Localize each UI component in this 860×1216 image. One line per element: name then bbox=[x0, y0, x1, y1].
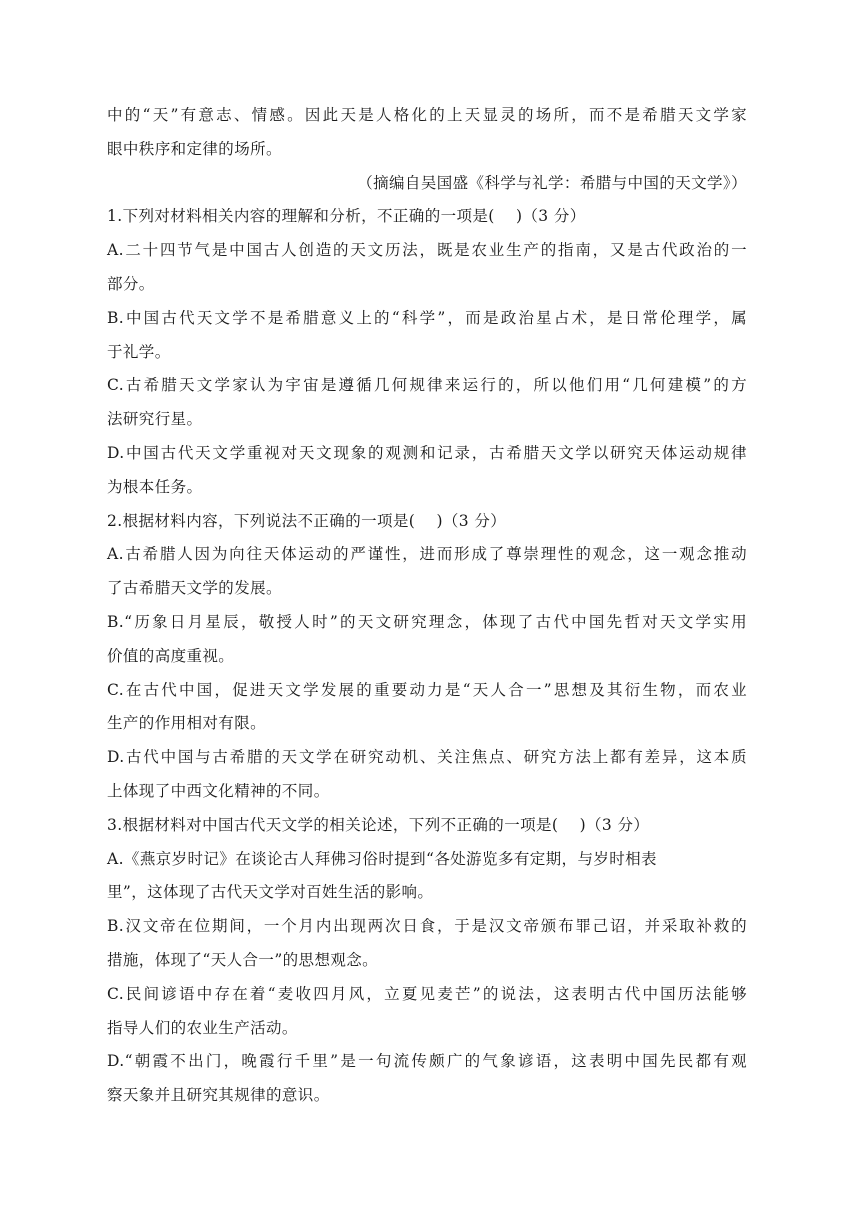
question-stem: 3.根据材料对中国古代天文学的相关论述，下列不正确的一项是( )（3 分） bbox=[107, 815, 650, 834]
option-d-line-1: D.古代中国与古希腊的天文学在研究动机、关注焦点、研究方法上都有差异，这本质 bbox=[107, 748, 747, 767]
option-a-line-1: A.古希腊人因为向往天体运动的严谨性，进而形成了尊崇理性的观念，这一观念推动 bbox=[107, 545, 747, 564]
option-a-line-1: A.二十四节气是中国古人创造的天文历法，既是农业生产的指南，又是古代政治的一 bbox=[107, 241, 747, 260]
option-a-line-1: A.《燕京岁时记》在谈论古人拜佛习俗时提到“各处游览多有定期，与岁时相表 bbox=[107, 849, 657, 868]
source-citation: （摘编自吴国盛《科学与礼学：希腊与中国的天文学》） bbox=[357, 173, 747, 192]
passage-excerpt bbox=[107, 99, 747, 200]
option-d-line-1: D.“朝霞不出门，晚霞行千里”是一句流传颇广的气象谚语，这表明中国先民都有观 bbox=[107, 1052, 747, 1071]
option-b-line-2: 于礼学。 bbox=[107, 342, 171, 361]
option-b-line-1: B.中国古代天文学不是希腊意义上的“科学”，而是政治星占术，是日常伦理学，属 bbox=[107, 308, 747, 327]
option-c-line-2: 法研究行星。 bbox=[107, 410, 203, 429]
question-stem: 1.下列对材料相关内容的理解和分析，不正确的一项是( )（3 分） bbox=[107, 207, 586, 226]
document-page bbox=[107, 99, 747, 1113]
option-b-line-2: 价值的高度重视。 bbox=[107, 646, 235, 665]
question-1 bbox=[107, 200, 747, 504]
question-3 bbox=[107, 809, 747, 1113]
option-d-line-2: 察天象并且研究其规律的意识。 bbox=[107, 1086, 330, 1105]
option-d-line-1: D.中国古代天文学重视对天文现象的观测和记录，古希腊天文学以研究天体运动规律 bbox=[107, 443, 747, 462]
option-c-line-1: C.民间谚语中存在着“麦收四月风，立夏见麦芒”的说法，这表明古代中国历法能够 bbox=[107, 984, 747, 1003]
option-d-line-2: 为根本任务。 bbox=[107, 477, 203, 496]
passage-line: 中的“天”有意志、情感。因此天是人格化的上天显灵的场所，而不是希腊天文学家 bbox=[107, 106, 747, 124]
option-a-line-2: 了古希腊天文学的发展。 bbox=[107, 579, 282, 598]
option-a-line-2: 部分。 bbox=[107, 274, 155, 293]
option-b-line-2: 措施，体现了“天人合一”的思想观念。 bbox=[107, 950, 379, 969]
passage-line: 眼中秩序和定律的场所。 bbox=[107, 139, 282, 158]
option-c-line-1: C.古希腊天文学家认为宇宙是遵循几何规律来运行的，所以他们用“几何建模”的方 bbox=[107, 376, 747, 395]
option-b-line-1: B.“历象日月星辰，敬授人时”的天文研究理念，体现了古代中国先哲对天文学实用 bbox=[107, 612, 747, 631]
question-stem: 2.根据材料内容，下列说法不正确的一项是( )（3 分） bbox=[107, 511, 507, 530]
option-b-line-1: B.汉文帝在位期间，一个月内出现两次日食，于是汉文帝颁布罪己诏，并采取补救的 bbox=[107, 917, 747, 936]
option-a-line-2: 里”，这体现了古代天文学对百姓生活的影响。 bbox=[107, 883, 434, 902]
option-c-line-2: 指导人们的农业生产活动。 bbox=[107, 1018, 298, 1037]
option-c-line-2: 生产的作用相对有限。 bbox=[107, 714, 267, 733]
option-d-line-2: 上体现了中西文化精神的不同。 bbox=[107, 781, 330, 800]
option-c-line-1: C.在古代中国，促进天文学发展的重要动力是“天人合一”思想及其衍生物，而农业 bbox=[107, 680, 747, 699]
question-2 bbox=[107, 505, 747, 809]
